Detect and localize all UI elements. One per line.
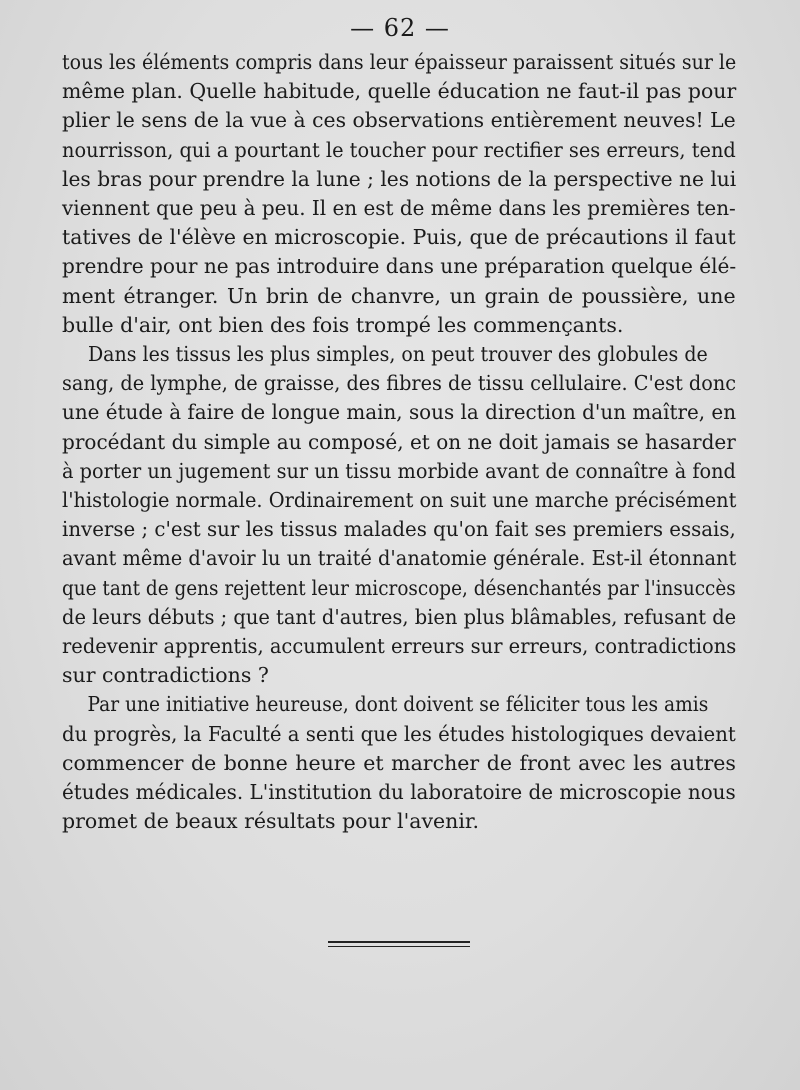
text-line: plier le sens de la vue à ces observations entièrement neuves! Le xyxy=(62,108,736,133)
text-line: que tant de gens rejettent leur microscope, désenchantés par l'insuccès xyxy=(62,575,736,600)
paragraph-2 xyxy=(62,340,736,690)
text-line: à porter un jugement sur un tissu morbide avant de connaître à fond xyxy=(62,458,736,483)
text-line: sang, de lymphe, de graisse, des fibres de tissu cellulaire. C'est donc xyxy=(62,371,737,396)
page-number: — 62 — xyxy=(350,14,450,42)
paragraph-3 xyxy=(62,690,736,836)
text-line: promet de beaux résultats pour l'avenir. xyxy=(62,809,479,834)
text-line: du progrès, la Faculté a senti que les études histologiques devaient xyxy=(62,721,736,746)
text-line: nourrisson, qui a pourtant le toucher pour rectifier ses erreurs, tend xyxy=(62,137,736,162)
text-line: viennent que peu à peu. Il en est de même dans les premières ten- xyxy=(62,196,736,221)
rule-line-thick xyxy=(328,941,470,943)
text-line: avant même d'avoir lu un traité d'anatomie générale. Est-il étonnant xyxy=(62,546,737,571)
text-line: inverse ; c'est sur les tissus malades qu'on fait ses premiers essais, xyxy=(62,517,736,542)
text-line: redevenir apprentis, accumulent erreurs sur erreurs, contradictions xyxy=(62,634,737,659)
text-line: même plan. Quelle habitude, quelle éducation ne faut-il pas pour xyxy=(62,79,737,104)
body-text xyxy=(62,48,736,836)
text-line: prendre pour ne pas introduire dans une préparation quelque élé- xyxy=(62,254,737,279)
text-line: sur contradictions ? xyxy=(62,663,269,688)
text-line: procédant du simple au composé, et on ne doit jamais se hasarder xyxy=(62,429,736,454)
text-line: études médicales. L'institution du laboratoire de microscopie nous xyxy=(62,780,736,805)
rule-line-thin xyxy=(328,946,470,947)
paragraph-1 xyxy=(62,48,736,340)
text-line: Par une initiative heureuse, dont doivent se féliciter tous les amis xyxy=(87,692,709,717)
text-line: les bras pour prendre la lune ; les notions de la perspective ne lui xyxy=(62,166,737,191)
text-line: une étude à faire de longue main, sous la direction d'un maître, en xyxy=(62,400,737,425)
text-line: Dans les tissus les plus simples, on peut trouver des globules de xyxy=(87,342,708,367)
text-line: bulle d'air, ont bien des fois trompé les commençants. xyxy=(62,312,624,337)
text-line: de leurs débuts ; que tant d'autres, bien plus blâmables, refusant de xyxy=(62,604,737,629)
ornamental-rule xyxy=(328,938,470,950)
text-line: l'histologie normale. Ordinairement on suit une marche précisément xyxy=(62,488,737,513)
text-line: ment étranger. Un brin de chanvre, un grain de poussière, une xyxy=(62,283,736,308)
text-line: tous les éléments compris dans leur épaisseur paraissent situés sur le xyxy=(62,50,737,74)
text-line: commencer de bonne heure et marcher de front avec les autres xyxy=(62,750,736,775)
text-line: tatives de l'élève en microscopie. Puis, que de précautions il faut xyxy=(62,225,736,250)
